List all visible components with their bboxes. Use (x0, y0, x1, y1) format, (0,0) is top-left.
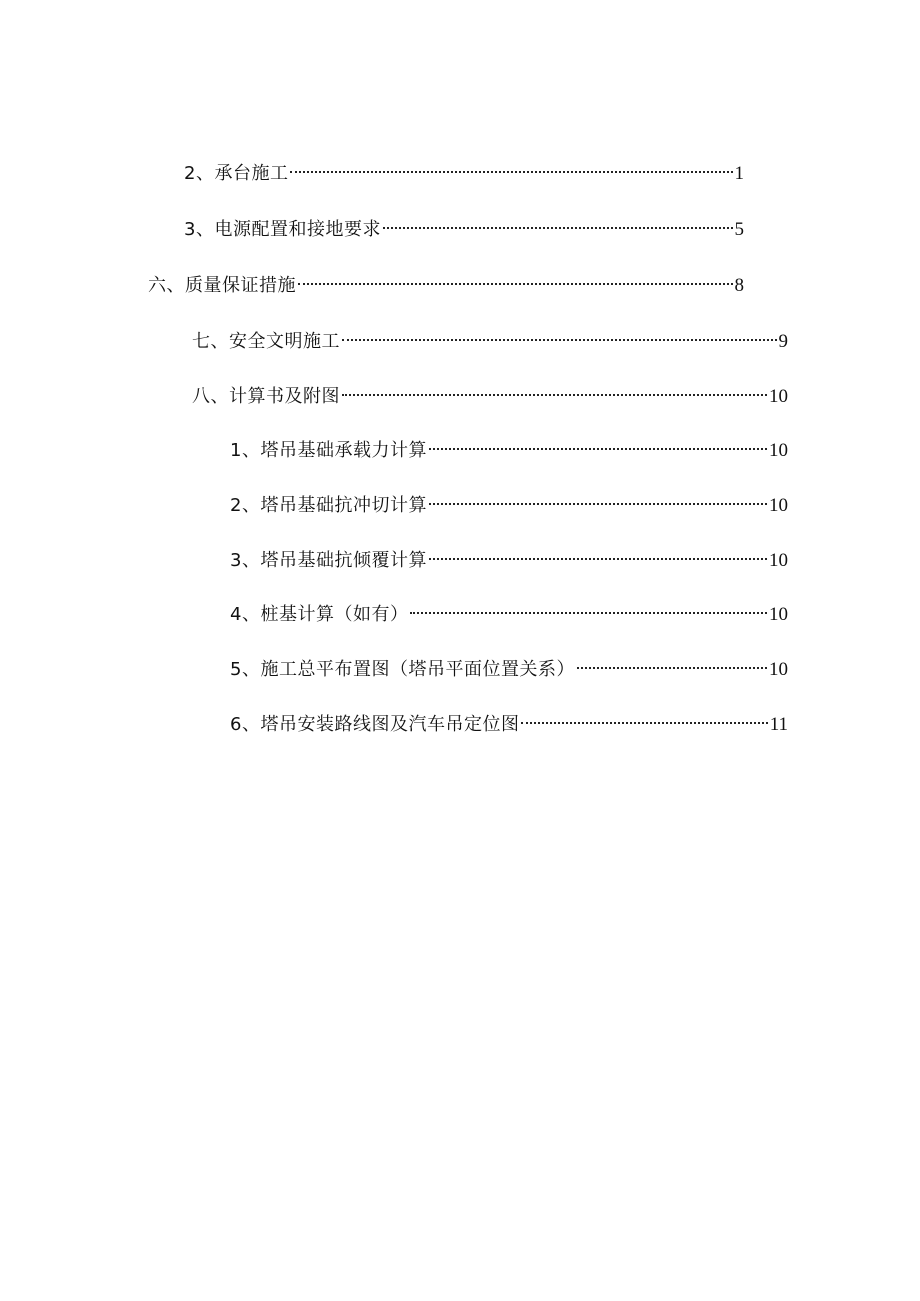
toc-dot-leader (429, 430, 767, 456)
toc-entry[interactable] (148, 265, 744, 296)
toc-page-number: 11 (769, 714, 788, 735)
toc-dot-leader (342, 321, 777, 347)
toc-dot-leader (429, 540, 767, 566)
toc-entry[interactable] (230, 594, 788, 625)
toc-entry-label: 1、塔吊基础承载力计算 (230, 440, 427, 461)
toc-page-number: 10 (769, 495, 788, 516)
toc-page-number: 1 (734, 163, 744, 184)
toc-entry-label: 2、塔吊基础抗冲切计算 (230, 495, 427, 516)
toc-page-number: 10 (769, 440, 788, 461)
toc-page-number: 8 (734, 275, 744, 296)
toc-page-number: 10 (769, 386, 788, 407)
toc-dot-leader (383, 209, 733, 235)
toc-entry[interactable] (230, 485, 788, 516)
toc-entry-label: 5、施工总平布置图（塔吊平面位置关系） (230, 659, 575, 680)
toc-entry-label: 3、电源配置和接地要求 (184, 219, 381, 240)
toc-entry[interactable] (230, 430, 788, 461)
toc-entry[interactable] (192, 376, 788, 407)
toc-dot-leader (410, 594, 767, 620)
toc-entry[interactable] (184, 209, 744, 240)
toc-entry[interactable] (230, 704, 788, 735)
toc-page-number: 10 (769, 659, 788, 680)
toc-dot-leader (577, 649, 767, 675)
toc-entry[interactable] (184, 153, 744, 184)
toc-entry[interactable] (230, 649, 788, 680)
toc-dot-leader (342, 376, 767, 402)
toc-entry-label: 七、安全文明施工 (192, 331, 340, 352)
toc-entry-label: 六、质量保证措施 (148, 275, 296, 296)
toc-entry[interactable] (230, 540, 788, 571)
toc-page-number: 9 (778, 331, 788, 352)
toc-dot-leader (298, 265, 733, 291)
toc-entry-label: 4、桩基计算（如有） (230, 604, 409, 625)
toc-entry-label: 八、计算书及附图 (192, 386, 340, 407)
toc-dot-leader (290, 153, 732, 179)
toc-page-number: 5 (734, 219, 744, 240)
toc-entry-label: 2、承台施工 (184, 163, 289, 184)
toc-page-number: 10 (769, 550, 788, 571)
toc-entry[interactable] (192, 321, 788, 352)
toc-dot-leader (429, 485, 767, 511)
toc-entry-label: 6、塔吊安装路线图及汽车吊定位图 (230, 714, 520, 735)
toc-page-number: 10 (769, 604, 788, 625)
toc-entry-label: 3、塔吊基础抗倾覆计算 (230, 550, 427, 571)
toc-dot-leader (521, 704, 767, 730)
